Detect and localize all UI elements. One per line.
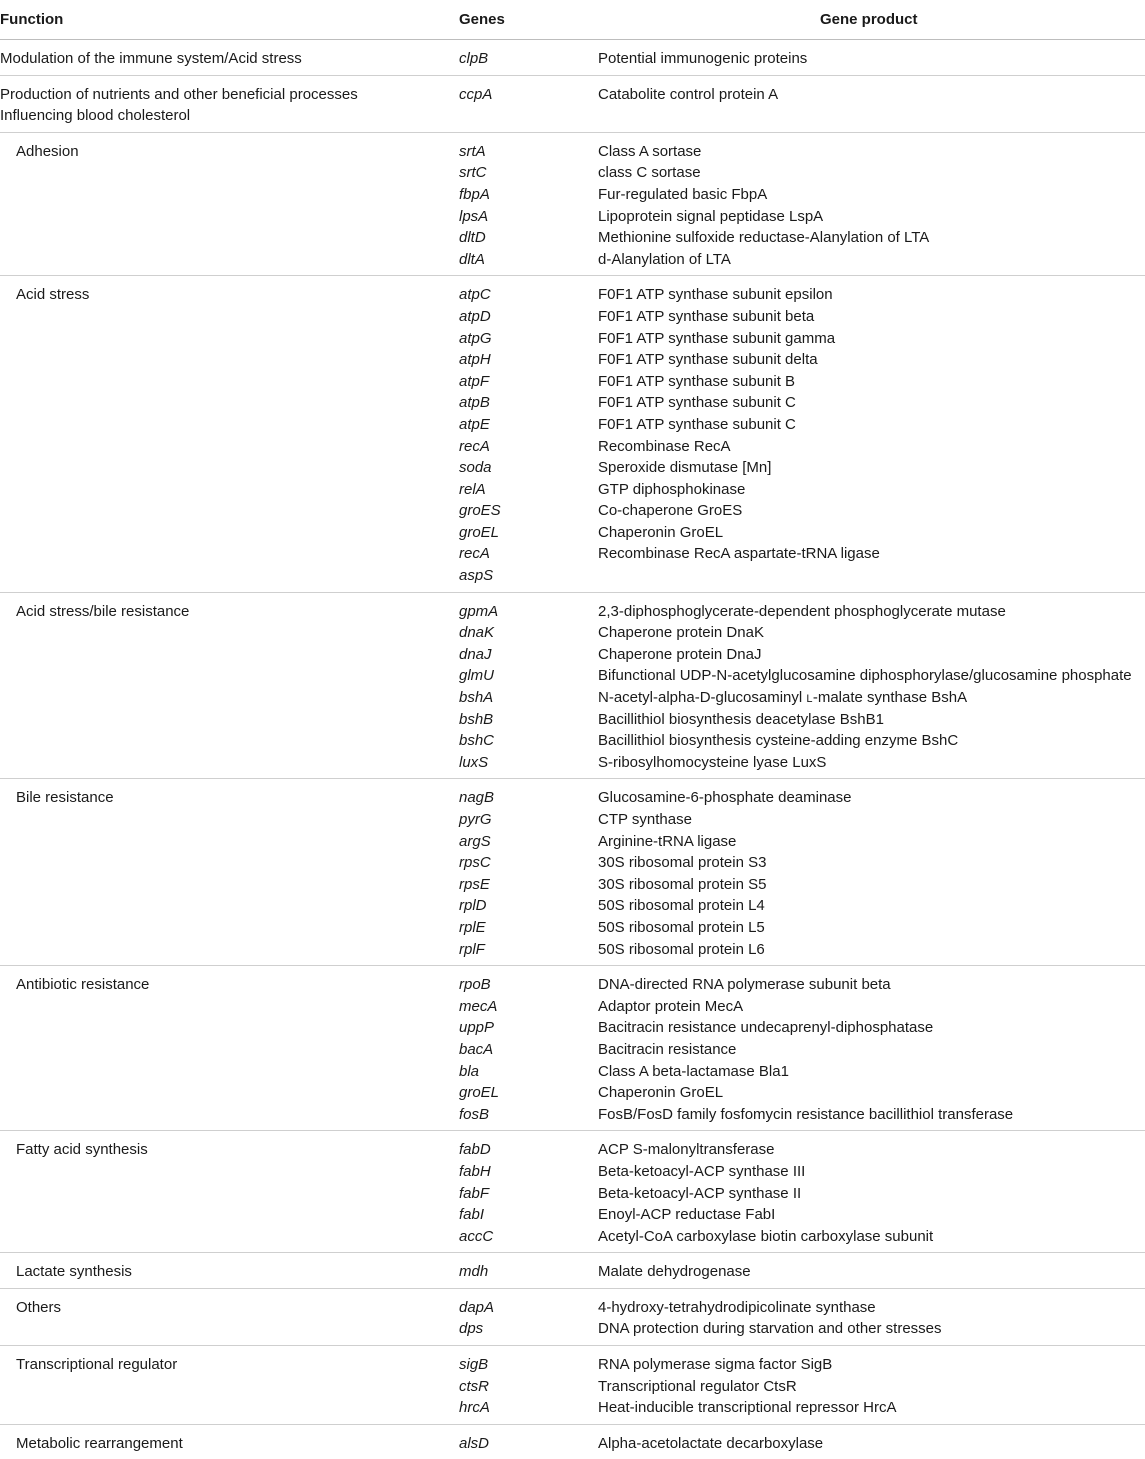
gene-product-cell: Potential immunogenic proteins (598, 50, 808, 67)
gene-product-cell: GTP diphosphokinase (598, 480, 746, 498)
gene-cell: bshB (459, 710, 494, 728)
table-group (0, 1253, 1145, 1289)
gene-product-cell: F0F1 ATP synthase subunit C (598, 394, 796, 412)
table-group (0, 1289, 1145, 1346)
gene-cell: bshA (459, 689, 494, 707)
table-row (0, 996, 1145, 1018)
gene-cell: rplE (459, 918, 486, 936)
gene-cell: atpE (459, 415, 490, 433)
gene-cell: uppP (459, 1019, 495, 1037)
gene-cell: luxS (459, 753, 489, 771)
table-row (0, 1397, 1145, 1419)
table-row (0, 306, 1145, 328)
gene-cell: clpB (459, 50, 489, 67)
gene-cell: lpsA (459, 207, 489, 225)
table-group (0, 76, 1145, 133)
table-row (0, 479, 1145, 501)
table-row (0, 206, 1145, 228)
table-row (0, 522, 1145, 544)
gene-product-cell: Glucosamine-6-phosphate deaminase (598, 789, 852, 807)
gene-product-cell: S-ribosylhomocysteine lyase LuxS (598, 753, 827, 771)
table-row (0, 687, 1145, 709)
gene-cell: bshC (459, 732, 495, 750)
table-row (0, 1183, 1145, 1205)
gene-cell: fabD (459, 1141, 491, 1159)
gene-cell: dnaK (459, 624, 495, 642)
gene-cell: atpB (459, 394, 490, 412)
table-row (0, 392, 1145, 414)
gene-cell: dnaJ (459, 645, 492, 663)
gene-cell: fbpA (459, 185, 490, 203)
gene-cell: pyrG (459, 811, 492, 828)
gene-cell: mecA (459, 997, 498, 1015)
table-row (0, 1261, 1145, 1283)
gene-product-cell: F0F1 ATP synthase subunit beta (598, 307, 815, 325)
gene-cell: atpG (459, 329, 492, 347)
gene-cell: groEL (459, 523, 500, 541)
table-row (0, 787, 1145, 809)
gene-cell: bla (459, 1062, 480, 1080)
table-row (0, 1161, 1145, 1183)
gene-cell: dltA (459, 250, 485, 268)
gene-product-cell: 30S ribosomal protein S3 (598, 854, 767, 872)
table-group (0, 1131, 1145, 1253)
gene-product-cell: 30S ribosomal protein S5 (598, 875, 767, 893)
gene-product-cell: Acetyl-CoA carboxylase biotin carboxylase subunit (598, 1227, 934, 1245)
gene-cell: rplD (459, 897, 487, 915)
gene-cell: alsD (459, 1434, 490, 1452)
table-row (0, 665, 1145, 687)
table-group (0, 966, 1145, 1131)
gene-product-cell: 50S ribosomal protein L4 (598, 897, 765, 915)
table-row (0, 974, 1145, 996)
gene-product-cell: 50S ribosomal protein L6 (598, 940, 765, 958)
table-group (0, 1425, 1145, 1459)
function-label: Adhesion (16, 142, 79, 160)
gene-product-cell: Alpha-acetolactate decarboxylase (598, 1434, 824, 1452)
gene-product-cell: Methionine sulfoxide reductase-Alanylation of LTA (598, 229, 930, 247)
table-group (0, 276, 1145, 592)
table-row (0, 543, 1145, 565)
table-row (0, 1204, 1145, 1226)
function-label: Modulation of the immune system/Acid stress (0, 50, 302, 67)
gene-cell: argS (459, 832, 491, 850)
table-group (0, 133, 1145, 277)
gene-product-cell: Bacitracin resistance undecaprenyl-diphosphatase (598, 1019, 934, 1037)
gene-product-cell: Chaperone protein DnaK (598, 624, 764, 642)
gene-cell: fabI (459, 1206, 485, 1224)
function-label: Acid stress (16, 286, 90, 304)
table-row (0, 349, 1145, 371)
gene-product-cell: F0F1 ATP synthase subunit C (598, 415, 796, 433)
gene-product-cell: Chaperonin GroEL (598, 1084, 724, 1102)
table-group (0, 40, 1145, 76)
gene-product-cell: Enoyl-ACP reductase FabI (598, 1206, 776, 1224)
gene-cell: dps (459, 1320, 484, 1338)
table-row (0, 1139, 1145, 1161)
table-row (0, 1104, 1145, 1126)
gene-product-cell: ACP S-malonyltransferase (598, 1141, 775, 1159)
table-row (0, 141, 1145, 163)
small-caps-text: L (806, 693, 813, 706)
function-label: Transcriptional regulator (16, 1356, 178, 1374)
gene-cell: fosB (459, 1105, 490, 1123)
header-genes: Genes (459, 11, 505, 28)
gene-product-cell: F0F1 ATP synthase subunit delta (598, 351, 818, 369)
table-row (0, 249, 1145, 271)
table-body (0, 40, 1145, 1459)
gene-cell: relA (459, 480, 486, 498)
gene-cell: groES (459, 502, 501, 520)
table-row (0, 1226, 1145, 1248)
table-row (0, 1376, 1145, 1398)
gene-cell: aspS (459, 567, 494, 585)
gene-product-cell: Co-chaperone GroES (598, 502, 743, 520)
gene-cell: sigB (459, 1356, 489, 1374)
gene-product-cell: Heat-inducible transcriptional repressor HrcA (598, 1399, 897, 1417)
table-row (0, 622, 1145, 644)
gene-product-cell: Adaptor protein MecA (598, 997, 744, 1015)
gene-product-cell: Recombinase RecA aspartate-tRNA ligase (598, 545, 880, 563)
table-row (0, 436, 1145, 458)
table-row (0, 831, 1145, 853)
gene-product-cell: class C sortase (598, 164, 701, 182)
table-row (0, 601, 1145, 623)
gene-product-cell: Recombinase RecA (598, 437, 731, 455)
gene-cell: groEL (459, 1084, 500, 1102)
table-row (0, 1318, 1145, 1340)
gene-cell: recA (459, 545, 490, 563)
table-row (0, 565, 1145, 587)
gene-cell: ccpA (459, 85, 493, 103)
table-row (0, 184, 1145, 206)
table-row (0, 162, 1145, 184)
gene-product-cell: Fur-regulated basic FbpA (598, 185, 768, 203)
gene-product-cell: Arginine-tRNA ligase (598, 832, 737, 850)
gene-cell: atpD (459, 307, 491, 325)
table-row (0, 457, 1145, 479)
header-function: Function (0, 11, 64, 28)
gene-product-cell: Lipoprotein signal peptidase LspA (598, 207, 824, 225)
table-row (0, 752, 1145, 774)
gene-product-cell: Bacitracin resistance (598, 1040, 737, 1058)
gene-product-cell: Chaperonin GroEL (598, 523, 724, 541)
table-group (0, 779, 1145, 966)
gene-product-cell: Transcriptional regulator CtsR (598, 1377, 797, 1395)
table-row (0, 939, 1145, 961)
gene-cell: dapA (459, 1298, 495, 1316)
table-row (0, 1354, 1145, 1376)
gene-cell: hrcA (459, 1399, 490, 1417)
table-group (0, 1346, 1145, 1425)
gene-cell: accC (459, 1227, 494, 1245)
gene-cell: rpoB (459, 976, 491, 994)
function-label: Others (16, 1298, 62, 1316)
gene-product-cell: Chaperone protein DnaJ (598, 645, 762, 663)
gene-cell: rpsE (459, 875, 490, 893)
gene-product-cell: Class A beta-lactamase Bla1 (598, 1062, 789, 1080)
function-label: Production of nutrients and other beneficial processes (0, 85, 358, 103)
function-label: Influencing blood cholesterol (0, 107, 191, 125)
table-row (0, 1017, 1145, 1039)
gene-product-cell: F0F1 ATP synthase subunit epsilon (598, 286, 833, 304)
gene-product-cell: 2,3-diphosphoglycerate-dependent phosphoglycerate mutase (598, 602, 1006, 620)
gene-product-cell: Beta-ketoacyl-ACP synthase III (598, 1162, 806, 1180)
table-row (0, 709, 1145, 731)
table-row (0, 917, 1145, 939)
table-header (0, 0, 1145, 40)
table-row (0, 874, 1145, 896)
table-row (0, 328, 1145, 350)
gene-cell: bacA (459, 1040, 494, 1058)
gene-cell: atpC (459, 286, 491, 304)
gene-cell: gpmA (459, 602, 499, 620)
table-row (0, 1039, 1145, 1061)
gene-cell: ctsR (459, 1377, 489, 1395)
gene-cell: mdh (459, 1263, 489, 1281)
gene-product-cell: Catabolite control protein A (598, 85, 779, 103)
gene-product-cell: F0F1 ATP synthase subunit B (598, 372, 796, 390)
header-gene-product: Gene product (820, 11, 918, 28)
gene-product-cell: Bacillithiol biosynthesis cysteine-adding enzyme BshC (598, 732, 959, 750)
gene-product-cell: Speroxide dismutase [Mn] (598, 459, 772, 477)
gene-product-cell: Malate dehydrogenase (598, 1263, 751, 1281)
gene-cell: srtA (459, 142, 486, 160)
gene-product-cell: Beta-ketoacyl-ACP synthase II (598, 1184, 802, 1202)
table-row (0, 1297, 1145, 1319)
gene-cell: fabF (459, 1184, 490, 1202)
gene-cell: dltD (459, 229, 486, 247)
gene-product-cell (598, 687, 967, 711)
table-row (0, 895, 1145, 917)
function-label: Lactate synthesis (16, 1263, 132, 1281)
table-row (0, 1082, 1145, 1104)
function-label: Bile resistance (16, 789, 114, 807)
function-label: Fatty acid synthesis (16, 1141, 148, 1159)
gene-product-cell: Bifunctional UDP-N-acetylglucosamine diphosphorylase/glucosamine phosphate (598, 667, 1132, 685)
gene-product-cell: RNA polymerase sigma factor SigB (598, 1356, 833, 1374)
table-row (0, 227, 1145, 249)
function-label: Antibiotic resistance (16, 976, 150, 994)
table-row (0, 1433, 1145, 1455)
table-row (0, 284, 1145, 306)
table-row (0, 84, 1145, 106)
table-row (0, 414, 1145, 436)
gene-product-cell: CTP synthase (598, 811, 692, 828)
gene-cell: nagB (459, 789, 495, 807)
gene-product-cell: Class A sortase (598, 142, 702, 160)
table-row (0, 371, 1145, 393)
table-row (0, 644, 1145, 666)
gene-cell: soda (459, 459, 492, 477)
gene-cell: recA (459, 437, 490, 455)
table-row (0, 500, 1145, 522)
table-row (0, 105, 1145, 127)
table-row (0, 730, 1145, 752)
gene-product-text: N-acetyl-alpha-D-glucosaminyl (598, 689, 807, 707)
table-row (0, 1061, 1145, 1083)
gene-product-cell: 4-hydroxy-tetrahydrodipicolinate synthase (598, 1298, 876, 1316)
table-row (0, 809, 1145, 831)
function-label: Acid stress/bile resistance (16, 602, 190, 620)
gene-product-cell: DNA-directed RNA polymerase subunit beta (598, 976, 891, 994)
gene-product-cell: d-Alanylation of LTA (598, 250, 731, 268)
gene-cell: rpsC (459, 854, 491, 872)
gene-product-cell: 50S ribosomal protein L5 (598, 918, 765, 936)
function-label: Metabolic rearrangement (16, 1434, 183, 1452)
gene-cell: fabH (459, 1162, 491, 1180)
gene-cell: glmU (459, 667, 495, 685)
table-row (0, 852, 1145, 874)
gene-product-text: -malate synthase BshA (812, 689, 968, 707)
gene-product-cell: FosB/FosD family fosfomycin resistance bacillithiol transferase (598, 1105, 1014, 1123)
gene-product-cell: F0F1 ATP synthase subunit gamma (598, 329, 836, 347)
gene-cell: srtC (459, 164, 487, 182)
gene-cell: rplF (459, 940, 485, 958)
gene-product-cell: Bacillithiol biosynthesis deacetylase BshB1 (598, 710, 884, 728)
gene-cell: atpH (459, 351, 491, 369)
table-row (0, 48, 1145, 70)
table-group (0, 593, 1145, 780)
gene-product-cell: DNA protection during starvation and other stresses (598, 1320, 942, 1338)
gene-cell: atpF (459, 372, 490, 390)
